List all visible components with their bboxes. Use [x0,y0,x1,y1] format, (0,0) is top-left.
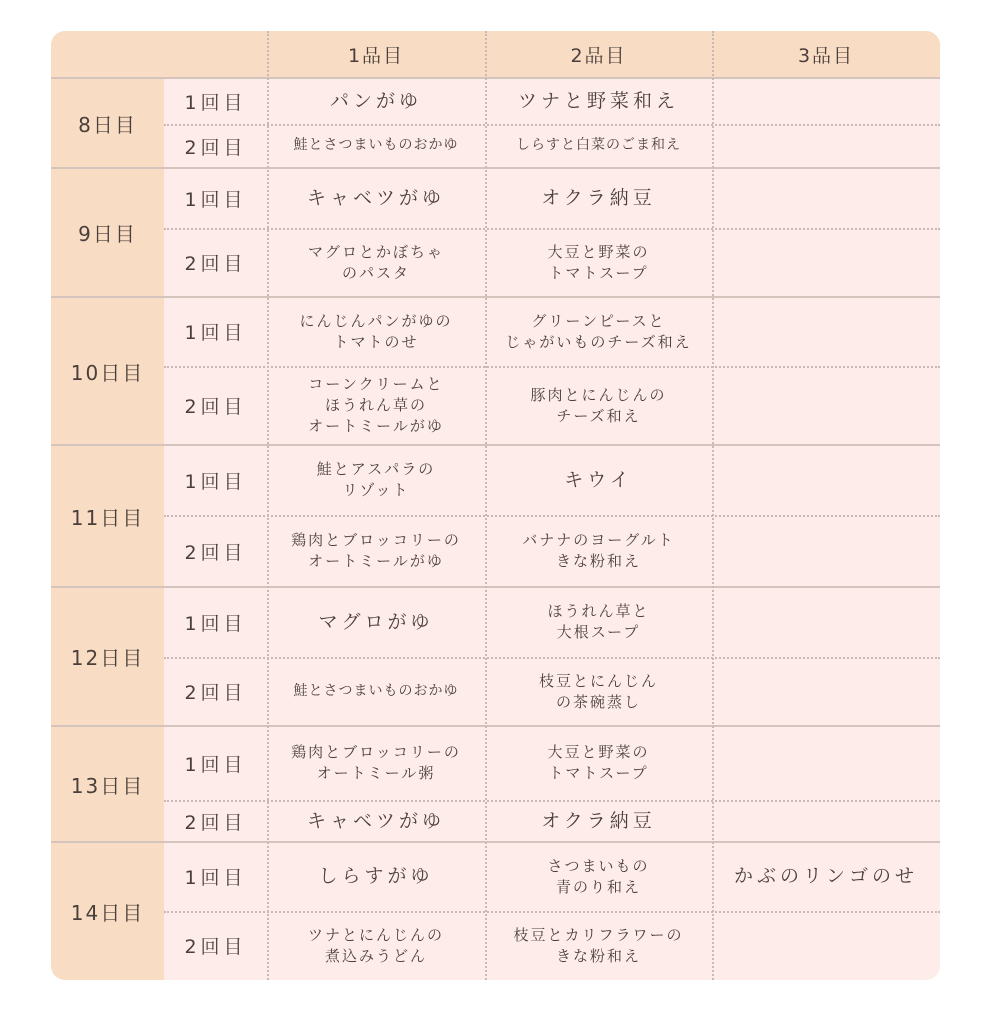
menu-item-cell: 大豆と野菜の トマトスープ [547,743,650,782]
round-label: 2回目 [184,136,247,159]
menu-item-cell [712,228,940,297]
round-label: 1回目 [184,322,247,344]
day-label: 13日目 [70,773,145,798]
menu-item-cell: しらすがゆ [318,865,434,888]
menu-item-cell: しらすと白菜のごま和え [516,137,681,154]
day-label: 10日目 [70,360,145,385]
day-divider [51,586,940,588]
menu-item-cell [712,726,940,800]
menu-item-cell: バナナのヨーグルト きな粉和え [522,531,675,570]
day-divider [51,296,940,298]
menu-item-cell: 鮭とアスパラの リゾット [316,460,436,499]
round-label: 1回目 [184,612,247,635]
menu-item-cell [712,911,940,980]
round-label: 2回目 [184,396,247,418]
round-label: 1回目 [184,91,247,114]
menu-item-cell [712,297,940,366]
menu-item-cell: マグロがゆ [318,610,434,633]
menu-item-cell: キウイ [564,468,633,491]
round-label: 2回目 [184,811,247,834]
menu-item-cell: キャベツがゆ [306,186,445,209]
day-label: 12日目 [70,646,145,670]
menu-item-cell [712,78,940,124]
round-label: 1回目 [184,867,247,889]
day-divider [51,444,940,446]
menu-item-cell [712,800,940,842]
header-col-3: 3品目 [797,44,855,67]
round-label: 2回目 [184,541,247,564]
day-label: 8日目 [78,112,137,137]
menu-item-cell [712,587,940,657]
column-divider-dotted [712,31,714,980]
menu-item-cell: 枝豆とにんじん の茶碗蒸し [538,671,658,711]
menu-item-cell: コーンクリームと ほうれん草の オートミールがゆ [308,375,444,435]
menu-item-cell [712,445,940,515]
menu-item-cell: グリーンピースと じゃがいものチーズ和え [505,311,692,351]
menu-item-cell: 鶏肉とブロッコリーの オートミール粥 [291,743,461,782]
day-label: 14日目 [70,900,145,925]
day-label: 11日目 [70,505,145,530]
menu-item-cell: さつまいもの 青のり和え [547,856,650,896]
day-divider [51,725,940,727]
menu-item-cell: オクラ納豆 [541,186,656,209]
menu-item-cell: 鮭とさつまいものおかゆ [293,137,459,154]
round-label: 2回目 [184,936,247,958]
day-divider [51,841,940,843]
round-label: 2回目 [184,682,247,704]
day-label: 9日目 [78,222,137,246]
table-header [51,31,940,77]
day-divider [51,167,940,169]
header-col-1: 1品目 [347,44,405,67]
menu-item-cell: パンがゆ [329,89,422,112]
round-label: 1回目 [184,753,247,776]
menu-item-cell: にんじんパンがゆの トマトのせ [299,311,453,351]
menu-item-cell [712,657,940,726]
menu-item-cell [712,366,940,445]
column-divider-dotted [485,31,487,980]
round-label: 1回目 [184,470,247,493]
meal-plan-table [51,31,940,980]
day-divider [51,77,940,79]
menu-item-cell: ほうれん草と 大根スープ [547,602,650,641]
menu-item-cell: かぶのリンゴのせ [733,865,918,888]
menu-item-cell: キャベツがゆ [306,809,445,832]
menu-item-cell: マグロとかぼちゃ のパスタ [307,242,444,282]
menu-item-cell: オクラ納豆 [541,809,656,832]
menu-item-cell: ツナと野菜和え [517,89,679,112]
menu-item-cell [712,168,940,228]
round-label: 1回目 [184,188,247,211]
menu-item-cell [712,124,940,168]
menu-item-cell [712,515,940,587]
header-col-2: 2品目 [570,44,627,67]
menu-item-cell: 大豆と野菜の トマトスープ [547,242,650,282]
menu-item-cell: 豚肉とにんじんの チーズ和え [530,385,667,425]
menu-item-cell: 枝豆とカリフラワーの きな粉和え [513,925,684,965]
menu-item-cell: 鮭とさつまいものおかゆ [293,682,459,699]
menu-item-cell: ツナとにんじんの 煮込みうどん [307,925,444,965]
column-divider-dotted [267,31,269,980]
round-label: 2回目 [184,253,247,275]
menu-item-cell: 鶏肉とブロッコリーの オートミールがゆ [291,531,461,570]
